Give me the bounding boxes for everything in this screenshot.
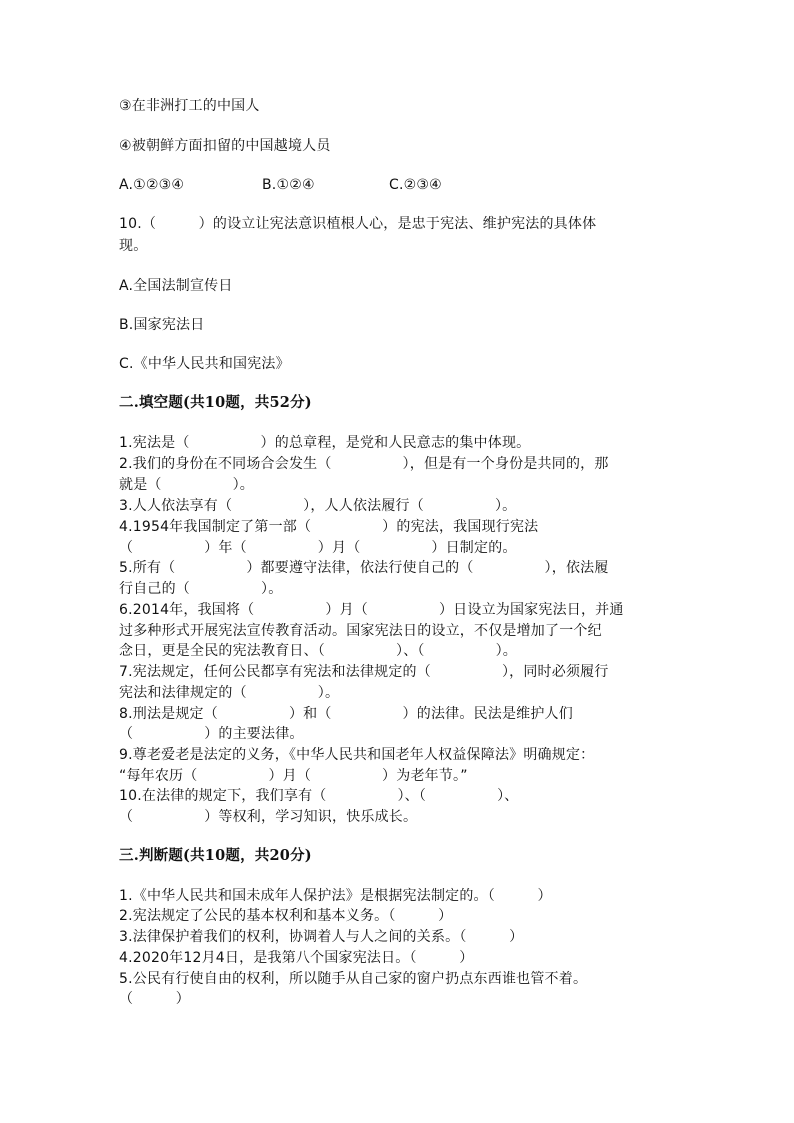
judge-line: 4.2020年12月4日，是我第八个国家宪法日。（ ）: [119, 950, 474, 966]
fill-line: （ ）年（ ）月（ ）日制定的。: [119, 540, 517, 556]
q10-option-b: B.国家宪法日: [119, 317, 205, 333]
q9-options: [119, 175, 442, 195]
fill-line: 9.尊老爱老是法定的义务，《中华人民共和国老年人权益保障法》明确规定：: [119, 747, 595, 763]
fill-line: 2.我们的身份在不同场合会发生（ ），但是有一个身份是共同的，那: [119, 456, 609, 472]
judge-line: （ ）: [119, 991, 190, 1007]
fill-line: （ ）等权利，学习知识，快乐成长。: [119, 809, 418, 825]
q10-option-c: C.《中华人民共和国宪法》: [119, 356, 290, 372]
fill-line: 7.宪法规定，任何公民都享有宪法和法律规定的（ ），同时必须履行: [119, 664, 609, 680]
q9-item-3: ③在非洲打工的中国人: [119, 98, 260, 114]
q10-stem-line-1: 10.（ ）的设立让宪法意识植根人心，是忠于宪法、维护宪法的具体体: [119, 216, 597, 232]
fill-line: 过多种形式开展宪法宣传教育活动。国家宪法日的设立，不仅是增加了一个纪: [119, 623, 602, 639]
fill-line: 1.宪法是（ ）的总章程，是党和人民意志的集中体现。: [119, 435, 531, 451]
q10-stem-line-2: 现。: [119, 238, 148, 254]
section-3-title: 三.判断题(共10题，共20分): [119, 847, 312, 864]
judge-line: 5.公民有行使自由的权利，所以随手从自己家的窗户扔点东西谁也管不着。: [119, 971, 588, 987]
fill-line: 3.人人依法享有（ ），人人依法履行（ ）。: [119, 498, 517, 514]
judge-line: 3.法律保护着我们的权利，协调着人与人之间的关系。（ ）: [119, 929, 524, 945]
q9-option-b: B.①②④: [262, 177, 315, 193]
q9-option-c: C.②③④: [389, 177, 442, 193]
fill-line: （ ）的主要法律。: [119, 726, 304, 742]
q9-item-4: ④被朝鲜方面扣留的中国越境人员: [119, 138, 331, 154]
fill-line: “每年农历（ ）月（ ）为老年节。”: [119, 768, 468, 784]
section-2-title: 二.填空题(共10题，共52分): [119, 394, 312, 411]
fill-line: 行自己的（ ）。: [119, 581, 283, 597]
fill-line: 4.1954年我国制定了第一部（ ）的宪法，我国现行宪法: [119, 519, 539, 535]
fill-line: 念日，更是全民的宪法教育日、（ ）、（ ）。: [119, 643, 517, 659]
q9-option-a: A.①②③④: [119, 177, 185, 193]
fill-line: 6.2014年，我国将（ ）月（ ）日设立为国家宪法日，并通: [119, 602, 624, 618]
fill-line: 8.刑法是规定（ ）和（ ）的法律。民法是维护人们: [119, 706, 573, 722]
fill-line: 10.在法律的规定下，我们享有（ ）、（ ）、: [119, 788, 519, 804]
fill-line: 5.所有（ ）都要遵守法律，依法行使自己的（ ），依法履: [119, 560, 609, 576]
fill-line: 就是（ ）。: [119, 477, 254, 493]
q10-option-a: A.全国法制宣传日: [119, 278, 233, 294]
fill-line: 宪法和法律规定的（ ）。: [119, 685, 340, 701]
judge-line: 2.宪法规定了公民的基本权利和基本义务。（ ）: [119, 908, 453, 924]
judge-line: 1.《中华人民共和国未成年人保护法》是根据宪法制定的。（ ）: [119, 888, 552, 904]
